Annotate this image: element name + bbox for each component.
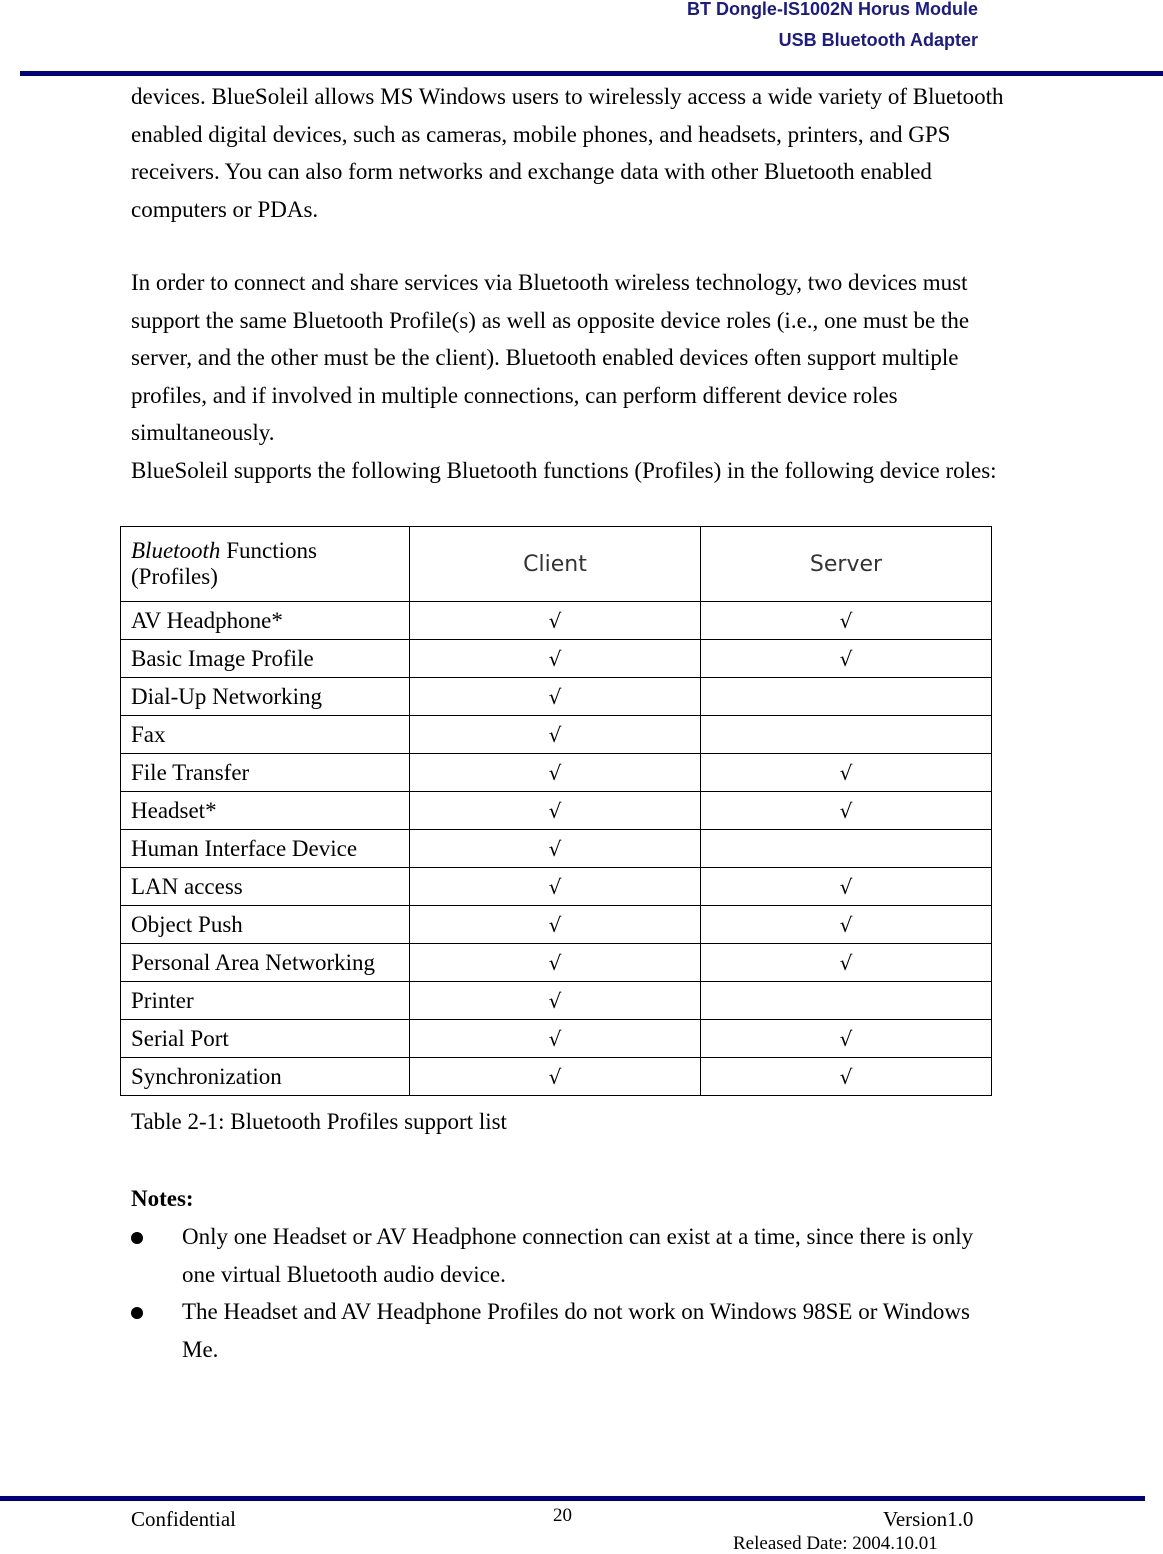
- server-cell: √: [701, 602, 992, 640]
- header-functions: [121, 527, 410, 602]
- server-cell: √: [701, 944, 992, 982]
- header-functions-italic: Bluetooth: [131, 538, 221, 563]
- client-cell: √: [410, 982, 701, 1020]
- server-cell: √: [701, 792, 992, 830]
- footer-confidential: Confidential: [131, 1507, 236, 1531]
- table-row: [121, 792, 992, 830]
- table-caption: Table 2-1: Bluetooth Profiles support list: [131, 1109, 507, 1134]
- header-product-subtitle: USB Bluetooth Adapter: [778, 30, 978, 50]
- profile-name-cell: Object Push: [121, 906, 410, 944]
- table-row: [121, 868, 992, 906]
- table-row: [121, 640, 992, 678]
- footer-rule: [0, 1496, 1145, 1501]
- header-client: Client: [410, 527, 701, 602]
- header-rule: [20, 71, 1163, 76]
- table-row: [121, 830, 992, 868]
- paragraph-intro: devices. BlueSoleil allows MS Windows users to wirelessly access a wide variety of Bluetooth enabled digital devices, such as cameras, mobile phones, and headsets, printers, and GPS receivers. You can also form networks and exchange data with other Bluetooth enabled computers or PDAs.: [131, 84, 1004, 222]
- server-cell: [701, 982, 992, 1020]
- table-row: [121, 602, 992, 640]
- profile-name-cell: Human Interface Device: [121, 830, 410, 868]
- client-cell: √: [410, 792, 701, 830]
- client-cell: √: [410, 1020, 701, 1058]
- server-cell: √: [701, 906, 992, 944]
- client-cell: √: [410, 678, 701, 716]
- bullet-icon: [131, 1232, 143, 1244]
- table-row: [121, 678, 992, 716]
- client-cell: √: [410, 754, 701, 792]
- note-item: [131, 1218, 1011, 1293]
- profiles-table: [120, 526, 992, 1096]
- server-cell: √: [701, 1020, 992, 1058]
- table-row: [121, 1020, 992, 1058]
- paragraph-supports-text: BlueSoleil supports the following Bluetooth functions (Profiles) in the following device roles:: [131, 457, 997, 483]
- table-row: [121, 1058, 992, 1096]
- profile-name-cell: File Transfer: [121, 754, 410, 792]
- client-cell: √: [410, 640, 701, 678]
- profile-name-cell: Personal Area Networking: [121, 944, 410, 982]
- notes-title: Notes:: [131, 1186, 194, 1211]
- server-cell: √: [701, 1058, 992, 1096]
- profile-name-cell: Fax: [121, 716, 410, 754]
- client-cell: √: [410, 906, 701, 944]
- client-cell: √: [410, 716, 701, 754]
- profile-name-cell: Synchronization: [121, 1058, 410, 1096]
- client-cell: √: [410, 868, 701, 906]
- note-item: [131, 1293, 1011, 1368]
- client-cell: √: [410, 602, 701, 640]
- footer-release-date: Released Date: 2004.10.01: [733, 1533, 938, 1554]
- server-cell: √: [701, 640, 992, 678]
- profile-name-cell: Printer: [121, 982, 410, 1020]
- client-cell: √: [410, 1058, 701, 1096]
- server-cell: √: [701, 868, 992, 906]
- note-text: Only one Headset or AV Headphone connection can exist at a time, since there is only one virtual Bluetooth audio device.: [182, 1224, 974, 1287]
- client-cell: √: [410, 830, 701, 868]
- server-cell: [701, 716, 992, 754]
- server-cell: [701, 678, 992, 716]
- note-text: The Headset and AV Headphone Profiles do not work on Windows 98SE or Windows Me.: [182, 1299, 970, 1362]
- header-product-title: BT Dongle-IS1002N Horus Module: [686, 0, 978, 19]
- paragraph-roles-text: In order to connect and share services via Bluetooth wireless technology, two devices must support the same Bluetooth Profile(s) as well as opposite device roles (i.e., one must be the server, and the other must be the client). Bluetooth enabled devices often support multiple profiles, and if involved in multiple connections, can perform different device roles simultaneously.: [131, 270, 970, 445]
- paragraph-roles: [131, 264, 1011, 489]
- profile-name-cell: LAN access: [121, 868, 410, 906]
- table-row: [121, 944, 992, 982]
- table-row: [121, 906, 992, 944]
- profile-name-cell: Serial Port: [121, 1020, 410, 1058]
- table-row: [121, 754, 992, 792]
- server-cell: [701, 830, 992, 868]
- profile-name-cell: AV Headphone*: [121, 602, 410, 640]
- profile-name-cell: Basic Image Profile: [121, 640, 410, 678]
- table-body: [121, 602, 992, 1096]
- bullet-icon: [131, 1307, 143, 1319]
- table-header-row: [121, 527, 992, 602]
- footer-version: Version1.0: [883, 1507, 974, 1531]
- profile-name-cell: Headset*: [121, 792, 410, 830]
- table-row: [121, 982, 992, 1020]
- table-row: [121, 716, 992, 754]
- client-cell: √: [410, 944, 701, 982]
- profile-name-cell: Dial-Up Networking: [121, 678, 410, 716]
- header-server: Server: [701, 527, 992, 602]
- footer-page-number: 20: [553, 1505, 572, 1526]
- server-cell: √: [701, 754, 992, 792]
- header-functions-rest: Functions (Profiles): [131, 538, 317, 589]
